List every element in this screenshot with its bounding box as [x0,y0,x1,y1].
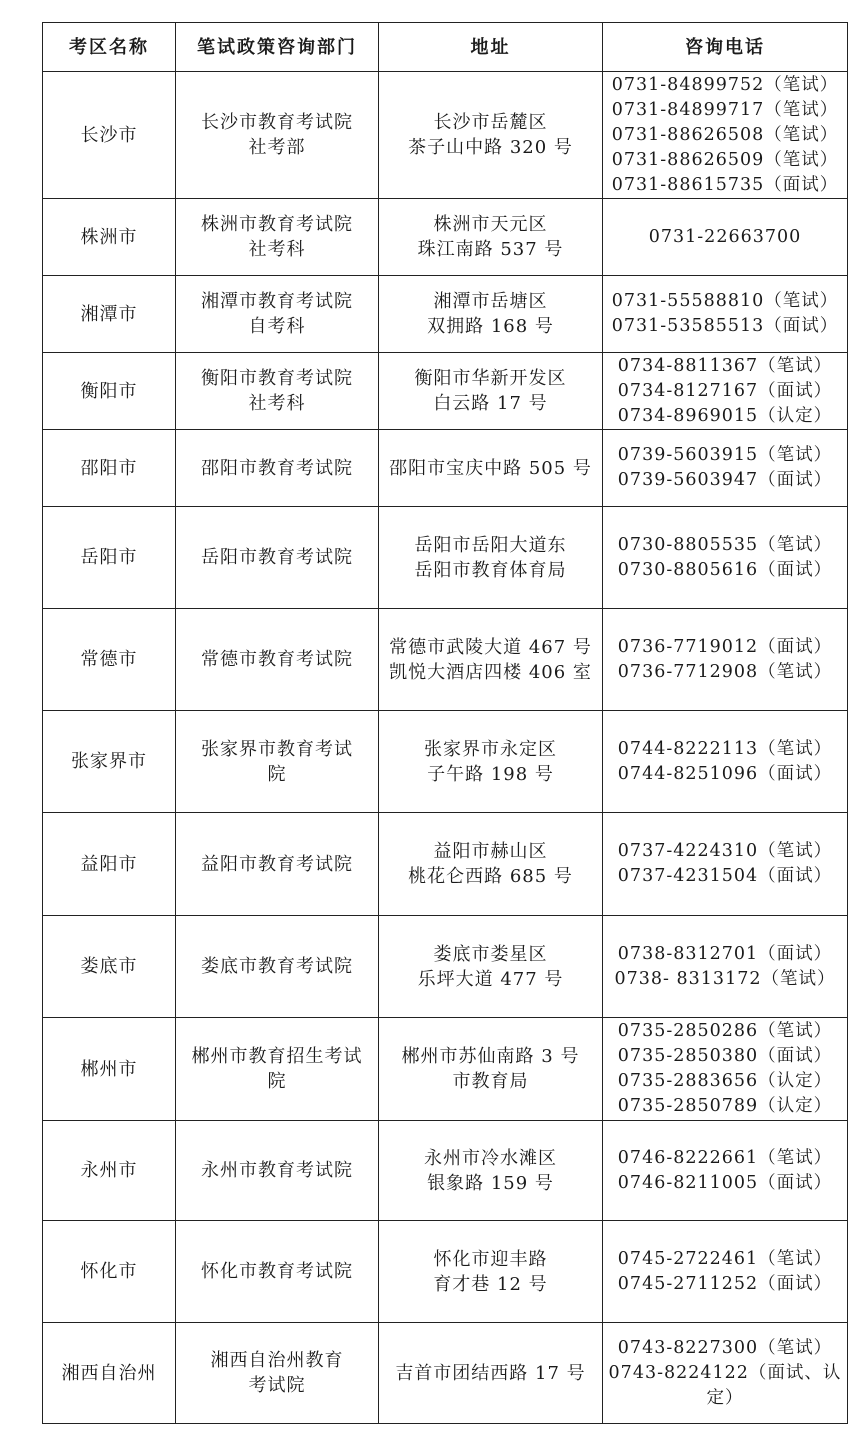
address-line: 双拥路 168 号 [427,316,554,337]
area-name: 湘潭市 [80,303,138,325]
address-cell [379,916,603,1018]
table-row [43,711,848,813]
area-name: 怀化市 [80,1261,138,1282]
area-name: 株洲市 [80,226,138,248]
phone-cell [603,916,848,1018]
area-cell [43,1018,176,1121]
area-cell [43,711,176,813]
address-cell [379,199,603,276]
phone-line: 0731-88626508（笔试） [611,124,839,145]
address-cell [379,1018,603,1121]
phone-cell [603,430,848,507]
address-cell [379,353,603,430]
phone-line: 0731-22663700 [648,226,802,247]
address-line: 娄底市娄星区 [433,943,548,965]
address-line: 长沙市岳麓区 [433,112,548,133]
dept-cell [176,72,379,199]
area-cell [43,916,176,1018]
address-line: 常德市武陵大道 467 号 [389,636,592,658]
phone-line: 定） [706,1387,744,1408]
address-cell [379,609,603,711]
phone-line: 0731-84899717（笔试） [611,99,839,120]
phone-line: 0731-55588810（笔试） [611,291,839,311]
phone-line: 0736-7719012（面试） [617,636,833,657]
address-line: 凯悦大酒店四楼 406 室 [389,661,592,683]
address-line: 白云路 17 号 [433,393,548,414]
area-name: 张家界市 [71,751,147,772]
address-line: 子午路 198 号 [427,763,554,785]
dept-line: 院 [267,1071,287,1092]
area-cell [43,507,176,609]
phone-cell [603,72,848,199]
phone-line: 0734-8969015（认定） [617,405,833,426]
dept-cell [176,507,379,609]
phone-cell [603,1121,848,1221]
phone-line: 0739-5603947（面试） [617,470,833,490]
dept-line: 张家界市教育考试 [201,738,353,760]
phone-line: 0738- 8313172（笔试） [614,968,836,989]
phone-cell [603,353,848,430]
area-name: 益阳市 [80,853,138,875]
address-cell [379,1323,603,1424]
address-line: 怀化市迎丰路 [433,1248,548,1270]
address-line: 湘潭市岳塘区 [433,291,548,312]
phone-line: 0730-8805616（面试） [617,559,833,580]
dept-line: 邵阳市教育考试院 [201,457,353,479]
dept-line: 益阳市教育考试院 [201,853,353,875]
phone-line: 0739-5603915（笔试） [617,445,833,465]
dept-line: 怀化市教育考试院 [201,1261,353,1282]
phone-line: 0738-8312701（面试） [617,943,833,964]
dept-line: 岳阳市教育考试院 [201,547,353,568]
phone-line: 0734-8811367（笔试） [617,355,833,376]
address-cell [379,430,603,507]
area-name: 邵阳市 [80,457,138,479]
dept-line: 衡阳市教育考试院 [201,368,353,389]
area-name: 郴州市 [80,1058,138,1080]
phone-line: 0744-8251096（面试） [617,763,833,784]
address-line: 乐坪大道 477 号 [417,968,564,990]
address-line: 桃花仑西路 685 号 [408,866,573,887]
table-row [43,353,848,430]
dept-line: 永州市教育考试院 [201,1160,353,1181]
table-row [43,1121,848,1221]
dept-line: 考试院 [248,1375,306,1396]
address-cell [379,507,603,609]
phone-line: 0730-8805535（笔试） [617,534,833,555]
phone-cell [603,276,848,353]
dept-cell [176,711,379,813]
area-cell [43,1221,176,1323]
address-line: 珠江南路 537 号 [417,239,564,260]
dept-line: 湘潭市教育考试院 [201,291,353,312]
dept-line: 社考科 [248,239,306,260]
address-line: 益阳市赫山区 [433,841,548,862]
phone-cell [603,1323,848,1424]
address-line: 衡阳市华新开发区 [414,368,567,389]
dept-cell [176,1323,379,1424]
dept-cell [176,1121,379,1221]
phone-line: 0735-2850789（认定） [617,1096,833,1116]
phone-cell [603,813,848,916]
table-row [43,276,848,353]
dept-line: 常德市教育考试院 [201,649,353,670]
phone-line: 0736-7712908（笔试） [617,661,833,682]
table-row [43,1018,848,1121]
table-row [43,813,848,916]
area-name: 长沙市 [80,124,138,146]
phone-line: 0735-2883656（认定） [617,1071,833,1091]
area-cell [43,353,176,430]
area-name: 永州市 [80,1160,138,1181]
area-name: 岳阳市 [80,547,138,568]
area-cell [43,609,176,711]
phone-cell [603,507,848,609]
phone-line: 0743-8224122（面试、认 [608,1362,842,1383]
address-line: 张家界市永定区 [424,738,557,760]
address-cell [379,1121,603,1221]
dept-cell [176,813,379,916]
header-dept: 笔试政策咨询部门 [176,23,379,72]
address-line: 岳阳市教育体育局 [414,559,567,581]
dept-cell [176,199,379,276]
area-name: 衡阳市 [80,380,138,402]
dept-cell [176,916,379,1018]
exam-contact-table [42,22,848,1424]
dept-line: 长沙市教育考试院 [201,112,353,133]
header-phone: 咨询电话 [603,23,848,72]
table-row [43,1323,848,1424]
phone-line: 0731-88626509（笔试） [611,149,839,170]
address-line: 永州市冷水滩区 [424,1147,557,1169]
dept-line: 娄底市教育考试院 [201,956,353,977]
table-row [43,1221,848,1323]
phone-cell [603,609,848,711]
phone-line: 0731-88615735（面试） [611,174,839,195]
area-cell [43,1323,176,1424]
phone-line: 0746-8211005（面试） [617,1172,833,1193]
table-row [43,199,848,276]
phone-line: 0735-2850380（面试） [617,1046,833,1066]
area-cell [43,1121,176,1221]
address-line: 吉首市团结西路 17 号 [395,1362,586,1384]
area-cell [43,276,176,353]
header-row [43,23,848,72]
area-name: 湘西自治州 [61,1362,157,1384]
address-line: 郴州市苏仙南路 3 号 [401,1046,580,1067]
address-line: 育才巷 12 号 [433,1273,548,1295]
area-cell [43,199,176,276]
phone-cell [603,199,848,276]
table-row [43,72,848,199]
dept-line: 湘西自治州教育 [210,1350,344,1371]
phone-cell [603,1018,848,1121]
phone-line: 0743-8227300（笔试） [617,1337,833,1358]
area-name: 娄底市 [80,956,138,977]
address-cell [379,276,603,353]
address-cell [379,711,603,813]
table-row [43,609,848,711]
dept-line: 株洲市教育考试院 [201,214,353,235]
area-cell [43,430,176,507]
phone-line: 0745-2722461（笔试） [617,1248,833,1269]
phone-line: 0731-53585513（面试） [611,316,839,336]
phone-line: 0737-4224310（笔试） [617,841,833,861]
dept-cell [176,276,379,353]
header-area: 考区名称 [43,23,176,72]
dept-cell [176,430,379,507]
address-cell [379,72,603,199]
table-row [43,507,848,609]
dept-line: 郴州市教育招生考试 [191,1046,363,1067]
phone-line: 0735-2850286（笔试） [617,1021,833,1041]
table-row [43,916,848,1018]
address-cell [379,1221,603,1323]
phone-cell [603,1221,848,1323]
address-cell [379,813,603,916]
area-cell [43,813,176,916]
area-cell [43,72,176,199]
phone-line: 0746-8222661（笔试） [617,1147,833,1168]
address-line: 市教育局 [452,1071,529,1092]
dept-line: 院 [267,763,287,785]
phone-cell [603,711,848,813]
dept-line: 社考部 [248,137,306,158]
area-name: 常德市 [80,649,138,670]
dept-cell [176,353,379,430]
address-line: 邵阳市宝庆中路 505 号 [389,457,592,479]
phone-line: 0744-8222113（笔试） [617,738,833,759]
dept-cell [176,1221,379,1323]
address-line: 茶子山中路 320 号 [408,137,573,158]
address-line: 株洲市天元区 [433,214,548,235]
header-address: 地址 [379,23,603,72]
phone-line: 0745-2711252（面试） [617,1273,833,1294]
address-line: 岳阳市岳阳大道东 [414,534,567,556]
phone-line: 0737-4231504（面试） [617,866,833,886]
phone-line: 0731-84899752（笔试） [611,74,839,95]
dept-line: 社考科 [248,393,306,414]
dept-line: 自考科 [248,316,306,337]
phone-line: 0734-8127167（面试） [617,380,833,401]
dept-cell [176,609,379,711]
table-row [43,430,848,507]
dept-cell [176,1018,379,1121]
address-line: 银象路 159 号 [427,1172,554,1194]
